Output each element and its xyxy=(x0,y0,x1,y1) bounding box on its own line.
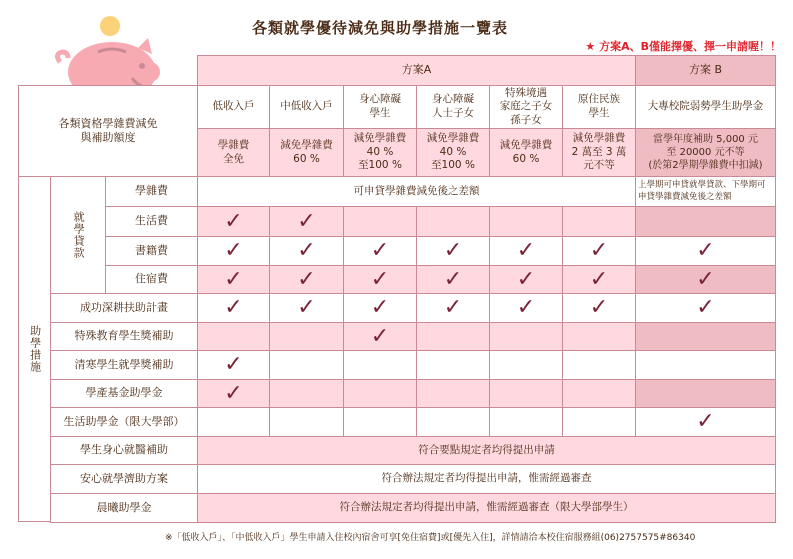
check-cell xyxy=(416,265,490,294)
check-icon: ✓ xyxy=(224,208,243,234)
check-cell xyxy=(197,322,270,351)
amount-mid-low-income: 減免學雜費 60 % xyxy=(269,128,344,177)
check-cell xyxy=(416,350,490,380)
row-label: 清寒學生就學獎補助 xyxy=(50,350,198,380)
amount-special-family: 減免學雜費 60 % xyxy=(489,128,563,177)
check-cell xyxy=(343,265,417,294)
check-cell xyxy=(269,350,344,380)
row-span: 符合辦法規定者均得提出申請，惟需經過審查（限大學部學生） xyxy=(197,493,776,523)
col-disadvantaged-grant: 大專校院弱勢學生助學金 xyxy=(635,85,776,129)
col-indigenous: 原住民族 學生 xyxy=(562,85,636,129)
check-icon: ✓ xyxy=(696,295,715,320)
amount-disadvantaged-grant: 當學年度補助 5,000 元 至 20000 元不等 (於第2學期學雜費中扣減) xyxy=(635,128,776,177)
col-low-income: 低收入戶 xyxy=(197,85,270,129)
check-cell xyxy=(416,293,490,323)
row-label: 住宿費 xyxy=(105,265,198,294)
check-cell xyxy=(562,293,636,323)
check-cell xyxy=(489,322,563,351)
row-label: 成功深耕扶助計畫 xyxy=(50,293,198,323)
check-cell xyxy=(343,206,417,237)
amount-low-income: 學雜費 全免 xyxy=(197,128,270,177)
check-icon: ✓ xyxy=(370,295,390,320)
check-cell xyxy=(197,407,270,437)
check-cell xyxy=(343,322,417,351)
check-cell xyxy=(562,265,636,294)
check-cell xyxy=(562,322,636,351)
check-cell xyxy=(635,265,776,294)
check-cell xyxy=(269,322,344,351)
check-icon: ✓ xyxy=(516,238,536,263)
check-icon: ✓ xyxy=(297,266,316,292)
check-cell xyxy=(489,206,563,237)
check-cell xyxy=(635,379,776,408)
check-cell xyxy=(562,379,636,408)
check-cell xyxy=(197,379,270,408)
check-icon: ✓ xyxy=(370,266,390,292)
plan-b-header: 方案 B xyxy=(635,55,776,86)
check-cell xyxy=(416,407,490,437)
check-icon: ✓ xyxy=(443,295,463,320)
check-cell xyxy=(269,407,344,437)
check-cell xyxy=(197,293,270,323)
check-icon: ✓ xyxy=(589,266,609,292)
col-mid-low-income: 中低收入戶 xyxy=(269,85,344,129)
check-cell xyxy=(269,265,344,294)
check-icon: ✓ xyxy=(224,352,243,377)
check-cell xyxy=(197,350,270,380)
check-cell xyxy=(343,236,417,266)
check-cell xyxy=(489,293,563,323)
row-label: 書籍費 xyxy=(105,236,198,266)
check-icon: ✓ xyxy=(443,266,463,292)
row-span: 符合要點規定者均得提出申請 xyxy=(197,436,776,465)
check-icon: ✓ xyxy=(589,238,609,263)
check-cell xyxy=(489,379,563,408)
check-cell xyxy=(635,350,776,380)
check-cell xyxy=(489,407,563,437)
amount-disabled-parent-child: 減免學雜費 40 % 至100 % xyxy=(416,128,490,177)
check-icon: ✓ xyxy=(370,238,390,263)
row-label: 學生身心就醫補助 xyxy=(50,436,198,465)
row-span-plan-b: 上學期可申貸就學貸款、下學期可申貸學雜費減免後之差額 xyxy=(635,176,776,207)
group-student-loan-label: 就學貸款 xyxy=(72,211,86,259)
check-cell xyxy=(416,379,490,408)
group-aid-measures xyxy=(18,176,51,522)
check-cell xyxy=(562,350,636,380)
check-icon: ✓ xyxy=(297,208,316,234)
check-cell xyxy=(343,350,417,380)
check-cell xyxy=(343,293,417,323)
row-label: 學產基金助學金 xyxy=(50,379,198,408)
row-label: 安心就學濟助方案 xyxy=(50,464,198,494)
check-cell xyxy=(635,206,776,237)
check-cell xyxy=(343,379,417,408)
row-span-plan-a: 可申貸學雜費減免後之差額 xyxy=(197,176,636,207)
corner-label: 各類資格學雜費減免 與補助額度 xyxy=(18,85,198,177)
check-icon: ✓ xyxy=(224,238,243,263)
check-icon: ✓ xyxy=(696,238,715,263)
check-cell xyxy=(562,407,636,437)
row-span: 符合辦法規定者均得提出申請，惟需經過審查 xyxy=(197,464,776,494)
group-student-loan xyxy=(50,176,106,294)
plan-a-header: 方案A xyxy=(197,55,636,86)
check-icon: ✓ xyxy=(589,295,609,320)
check-cell xyxy=(416,322,490,351)
notice-text: ★ 方案A、B僅能擇優、擇一申請喔！！ xyxy=(585,40,781,53)
col-special-family: 特殊境遇 家庭之子女 孫子女 xyxy=(489,85,563,129)
check-cell xyxy=(635,293,776,323)
check-icon: ✓ xyxy=(297,295,316,320)
row-label: 晨曦助學金 xyxy=(50,493,198,523)
check-icon: ✓ xyxy=(224,266,243,292)
row-label: 學雜費 xyxy=(105,176,198,207)
check-cell xyxy=(269,293,344,323)
check-icon: ✓ xyxy=(443,238,463,263)
check-cell xyxy=(343,407,417,437)
check-cell xyxy=(197,206,270,237)
row-label: 生活助學金（限大學部） xyxy=(50,407,198,437)
check-icon: ✓ xyxy=(370,323,390,349)
check-cell xyxy=(489,236,563,266)
check-icon: ✓ xyxy=(516,266,536,292)
check-cell xyxy=(416,236,490,266)
col-disabled-parent-child: 身心障礙 人士子女 xyxy=(416,85,490,129)
check-cell xyxy=(635,407,776,437)
row-label: 生活費 xyxy=(105,206,198,237)
check-cell xyxy=(416,206,490,237)
check-cell xyxy=(197,236,270,266)
check-cell xyxy=(635,236,776,266)
page-title: 各類就學優待減免與助學措施一覽表 xyxy=(252,19,509,37)
check-cell xyxy=(562,206,636,237)
check-cell xyxy=(489,265,563,294)
check-icon: ✓ xyxy=(696,266,715,292)
check-cell xyxy=(562,236,636,266)
check-icon: ✓ xyxy=(516,295,536,320)
check-icon: ✓ xyxy=(224,295,243,320)
check-icon: ✓ xyxy=(297,238,316,263)
footnote: ※「低收入戶」、「中低收入戶」學生申請入住校內宿舍可享[免住宿費]或[優先入住]，詳情請洽本校住宿服務組(06)2757575#86340 xyxy=(165,533,696,543)
check-cell xyxy=(197,265,270,294)
row-label: 特殊教育學生獎補助 xyxy=(50,322,198,351)
check-icon: ✓ xyxy=(224,380,243,406)
check-cell xyxy=(635,322,776,351)
check-cell xyxy=(489,350,563,380)
amount-disabled-student: 減免學雜費 40 % 至100 % xyxy=(343,128,417,177)
check-cell xyxy=(269,379,344,408)
check-cell xyxy=(269,236,344,266)
group-aid-measures-label: 助學措施 xyxy=(28,325,42,373)
check-icon: ✓ xyxy=(696,409,715,434)
amount-indigenous: 減免學雜費 2 萬至 3 萬 元不等 xyxy=(562,128,636,177)
check-cell xyxy=(269,206,344,237)
col-disabled-student: 身心障礙 學生 xyxy=(343,85,417,129)
